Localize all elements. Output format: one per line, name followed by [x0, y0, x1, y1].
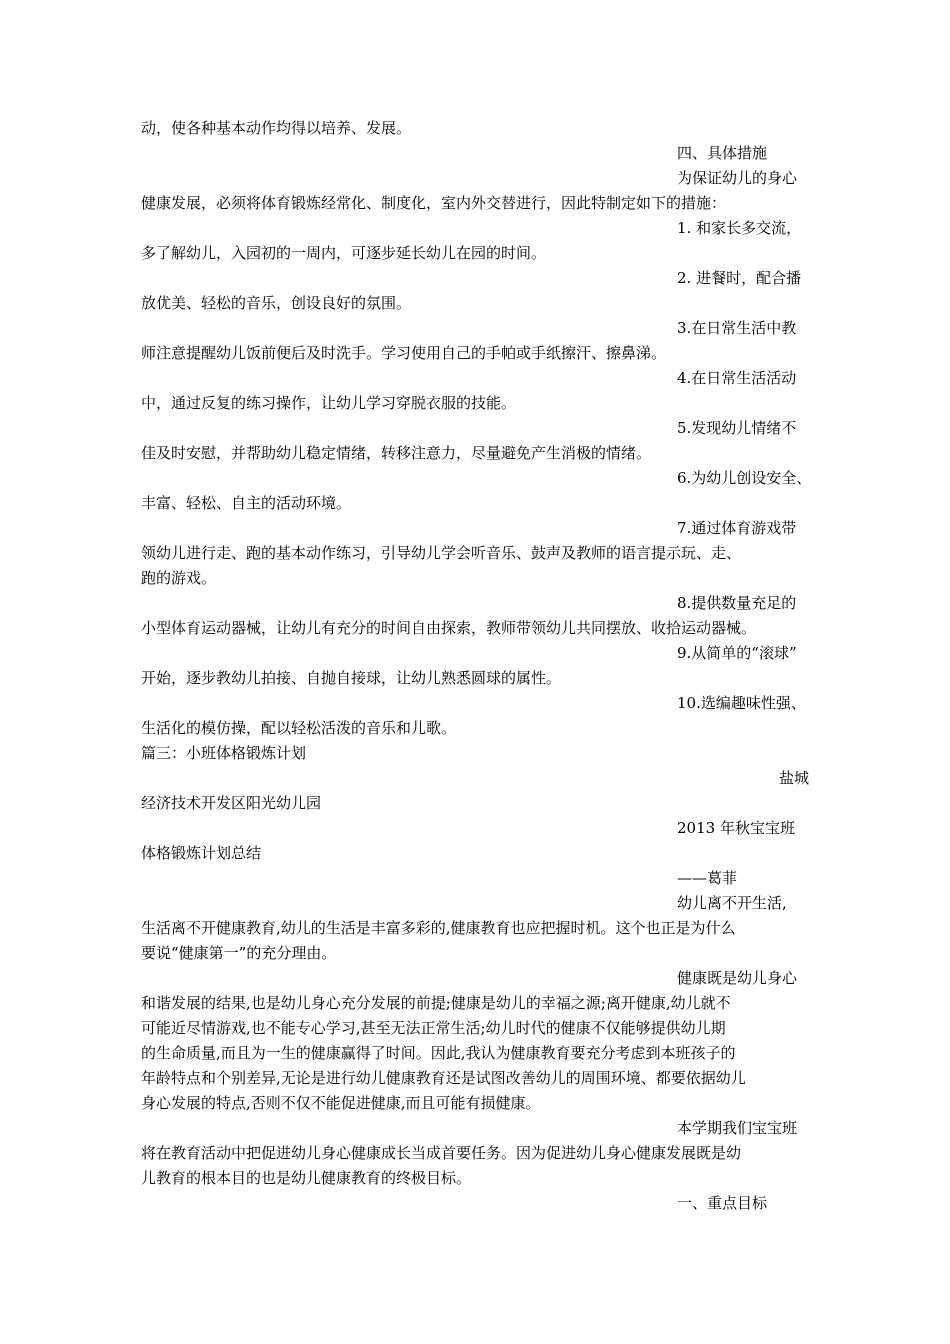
section-heading: 四、具体措施: [677, 144, 768, 162]
text-line: 要说“健康第一”的充分理由。: [141, 944, 337, 962]
author-line: ——葛菲: [677, 869, 738, 887]
text-line: 本学期我们宝宝班: [677, 1119, 798, 1137]
text-line: 跑的游戏。: [141, 569, 217, 587]
text-line: 儿教育的根本目的也是幼儿健康教育的终极目标。: [141, 1169, 472, 1187]
list-item-start: 8.提供数量充足的: [677, 594, 797, 612]
text-line: 丰富、轻松、自主的活动环境。: [141, 494, 352, 512]
list-item-start: 9.从简单的“滚球”: [677, 644, 797, 662]
text-line: 中，通过反复的练习操作，让幼儿学习穿脱衣服的技能。: [141, 394, 517, 412]
list-item-start: 4.在日常生活活动: [677, 369, 797, 387]
text-line: 2013 年秋宝宝班: [677, 819, 795, 837]
text-line: 经济技术开发区阳光幼儿园: [141, 794, 322, 812]
list-item-start: 1. 和家长多交流，: [677, 219, 802, 237]
text-line: 佳及时安慰，并帮助幼儿稳定情绪，转移注意力，尽量避免产生消极的情绪。: [141, 444, 652, 462]
text-line: 幼儿离不开生活,: [677, 894, 787, 912]
text-line: 身心发展的特点,否则不仅不能促进健康,而且可能有损健康。: [141, 1094, 541, 1112]
list-item-start: 5.发现幼儿情绪不: [677, 419, 797, 437]
text-line: 动，使各种基本动作均得以培养、发展。: [141, 119, 412, 137]
article-title: 篇三：小班体格锻炼计划: [141, 744, 307, 762]
text-line: 的生命质量,而且为一生的健康赢得了时间。因此,我认为健康教育要充分考虑到本班孩子的: [141, 1044, 736, 1062]
list-item-start: 2. 进餐时，配合播: [677, 269, 802, 287]
text-line: 年龄特点和个别差异,无论是进行幼儿健康教育还是试图改善幼儿的周围环境、都要依据幼儿: [141, 1069, 746, 1087]
text-line: 体格锻炼计划总结: [141, 844, 262, 862]
text-line: 健康既是幼儿身心: [677, 969, 798, 987]
text-line: 开始，逐步教幼儿拍接、自抛自接球，让幼儿熟悉圆球的属性。: [141, 669, 562, 687]
list-item-start: 7.通过体育游戏带: [677, 519, 797, 537]
text-line: 将在教育活动中把促进幼儿身心健康成长当成首要任务。因为促进幼儿身心健康发展既是幼: [141, 1144, 742, 1162]
section-heading: 一、重点目标: [677, 1194, 768, 1212]
text-line: 放优美、轻松的音乐，创设良好的氛围。: [141, 294, 412, 312]
text-line: 领幼儿进行走、跑的基本动作练习，引导幼儿学会听音乐、鼓声及教师的语言提示玩、走、: [141, 544, 742, 562]
list-item-start: 10.选编趣味性强、: [677, 694, 806, 712]
text-line: 小型体育运动器械，让幼儿有充分的时间自由探索，教师带领幼儿共同摆放、收拾运动器械。: [141, 619, 757, 637]
text-line: 多了解幼儿，入园初的一周内，可逐步延长幼儿在园的时间。: [141, 244, 547, 262]
list-item-start: 6.为幼儿创设安全、: [677, 469, 812, 487]
text-line: 可能近尽情游戏,也不能专心学习,甚至无法正常生活;幼儿时代的健康不仅能够提供幼儿期: [141, 1019, 726, 1037]
text-line: 盐城: [779, 769, 810, 787]
text-line: 和谐发展的结果,也是幼儿身心充分发展的前提;健康是幼儿的幸福之源;离开健康,幼儿就不: [141, 994, 731, 1012]
list-item-start: 3.在日常生活中教: [677, 319, 797, 337]
text-line: 师注意提醒幼儿饭前便后及时洗手。学习使用自己的手帕或手纸擦汗、擦鼻涕。: [141, 344, 667, 362]
text-line: 为保证幼儿的身心: [677, 169, 798, 187]
text-line: 健康发展，必须将体育锻炼经常化、制度化，室内外交替进行，因此特制定如下的措施：: [141, 194, 727, 212]
text-line: 生活离不开健康教育,幼儿的生活是丰富多彩的,健康教育也应把握时机。这个也正是为什么: [141, 919, 736, 937]
text-line: 生活化的模仿操，配以轻松活泼的音乐和儿歌。: [141, 719, 457, 737]
